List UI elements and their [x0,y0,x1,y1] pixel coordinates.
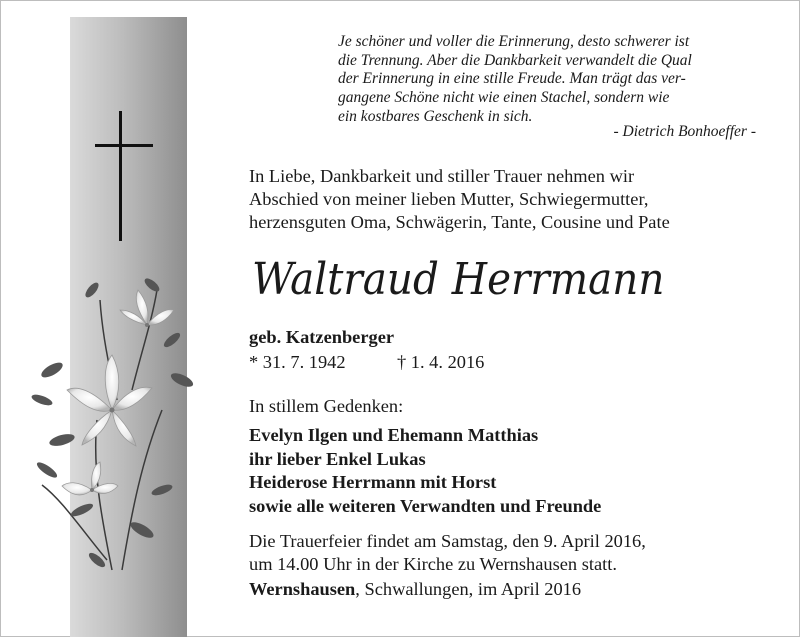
mourner-line: ihr lieber Enkel Lukas [249,448,426,469]
bonhoeffer-quote [338,33,784,127]
place-rest: , Schwallungen, im April 2016 [355,579,582,599]
quote-line: ein kostbares Geschenk in sich. [338,107,533,125]
lily-bouquet-icon [22,270,197,600]
place-and-date [249,579,581,600]
deceased-name: Waltraud Herrmann [252,254,665,305]
intro-line: herzensguten Oma, Schwägerin, Tante, Cousine und Pate [249,212,670,232]
intro-text [249,165,670,234]
mourner-line: sowie alle weiteren Verwandten und Freunde [249,495,602,516]
maiden-name: geb. Katzenberger [249,327,395,347]
quote-line: Je schöner und voller die Erinnerung, desto schwerer ist [338,33,690,50]
cross-icon [95,111,153,241]
mourners-list [249,424,601,518]
funeral-info [249,530,646,576]
intro-line: Abschied von meiner lieben Mutter, Schwiegermutter, [249,189,649,209]
memorial-heading: In stillem Gedenken: [249,396,404,416]
birth-date: * 31. 7. 1942 [249,352,346,372]
quote-line: der Erinnerung in eine stille Freude. Man trägt das ver- [338,70,686,88]
town-name: Wernshausen [249,579,356,599]
intro-line: In Liebe, Dankbarkeit und stiller Trauer nehmen wir [249,166,635,186]
life-dates [249,352,485,373]
quote-line: die Trennung. Aber die Dankbarkeit verwandelt die Qual [338,51,692,69]
funeral-line: Die Trauerfeier findet am Samstag, den 9. April 2016, [249,531,646,551]
mourner-line: Evelyn Ilgen und Ehemann Matthias [249,425,539,445]
quote-line: gangene Schöne nicht wie einen Stachel, sondern wie [338,89,670,107]
death-date: † 1. 4. 2016 [397,352,485,372]
mourner-line: Heiderose Herrmann mit Horst [249,472,497,493]
funeral-line: um 14.00 Uhr in der Kirche zu Wernshausen statt. [249,554,617,574]
quote-author: - Dietrich Bonhoeffer - [613,123,756,140]
